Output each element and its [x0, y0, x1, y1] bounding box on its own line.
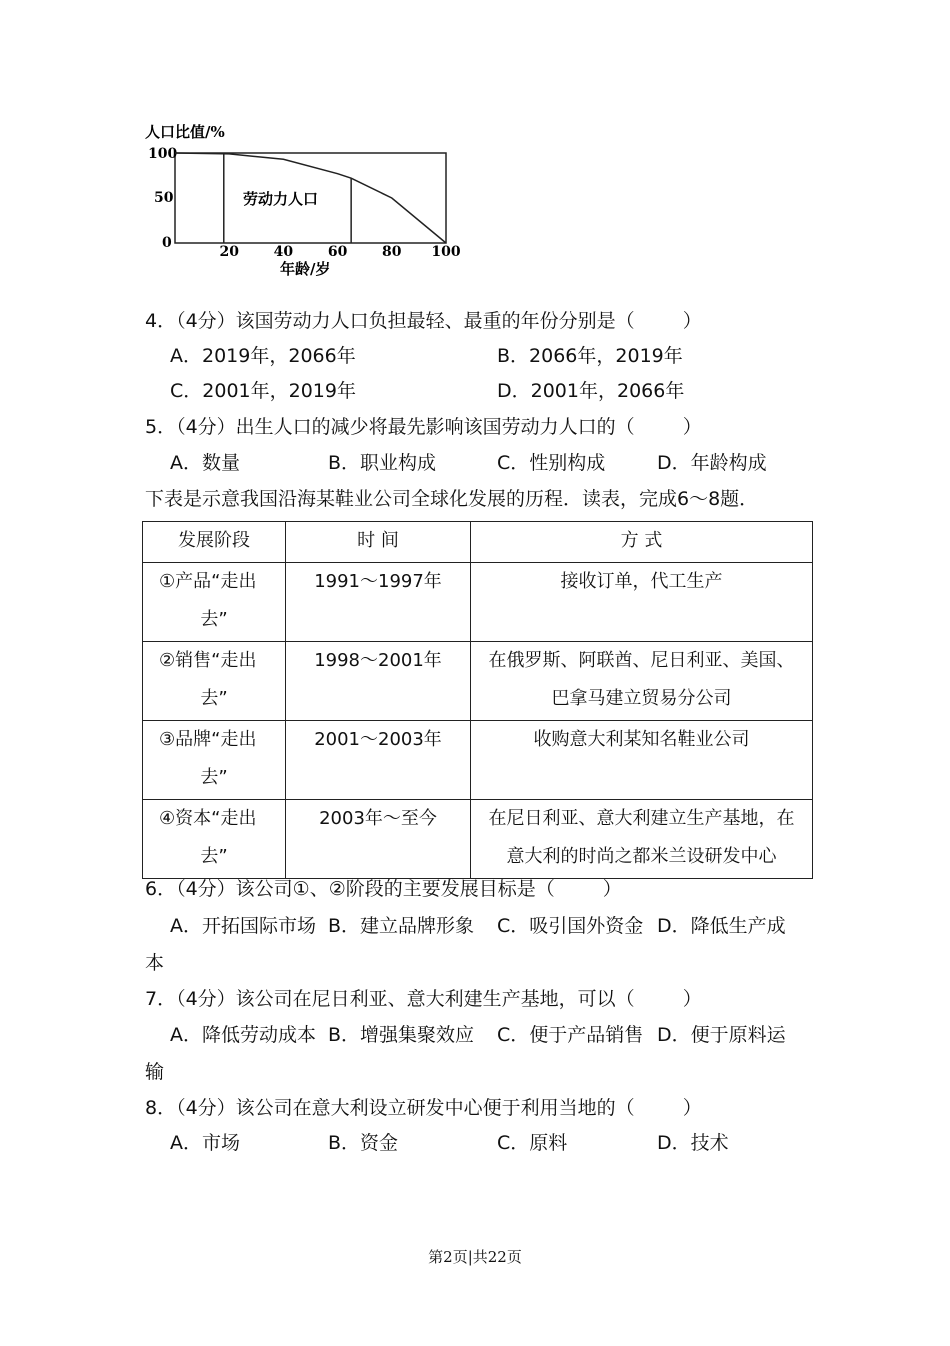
q7-option-b: B．增强集聚效应 — [328, 1024, 475, 1046]
stage-line-2: 去” — [200, 846, 228, 867]
mode-line-1: 收购意大利某知名鞋业公司 — [533, 729, 750, 750]
question-8-stem: 8．（4分）该公司在意大利设立研发中心便于利用当地的（ — [145, 1097, 635, 1119]
q4-option-b: B．2066年，2019年 — [497, 345, 683, 367]
mode-line-1: 在俄罗斯、阿联酋、尼日利亚、美国、 — [488, 650, 795, 671]
stage-cell — [143, 563, 286, 642]
table-row — [143, 563, 813, 642]
question-5-close: ） — [682, 416, 702, 438]
q7-option-a: A．降低劳动成本 — [170, 1024, 316, 1046]
q8-option-d: D．技术 — [657, 1132, 729, 1154]
q6-option-c: C．吸引国外资金 — [497, 915, 644, 937]
time-cell: 2003年～至今 — [286, 800, 471, 879]
ytick-0: 0 — [162, 235, 172, 251]
mode-line-2: 巴拿马建立贸易分公司 — [551, 688, 732, 709]
question-7 — [145, 986, 702, 1012]
q6-option-d: D．降低生产成 — [657, 915, 786, 937]
stage-line-1: ②销售“走出 — [159, 650, 257, 671]
q4-option-c: C．2001年，2019年 — [170, 380, 356, 402]
stage-line-1: ①产品“走出 — [159, 571, 257, 592]
xtick-20: 20 — [219, 244, 239, 260]
q8-option-c: C．原料 — [497, 1132, 568, 1154]
question-6-close: ） — [602, 878, 622, 900]
q5-option-c: C．性别构成 — [497, 452, 606, 474]
time-cell: 2001～2003年 — [286, 721, 471, 800]
header-stage: 发展阶段 — [143, 522, 286, 563]
q8-option-b: B．资金 — [328, 1132, 399, 1154]
q4-option-d: D．2001年，2066年 — [497, 380, 685, 402]
q5-option-d: D．年龄构成 — [657, 452, 767, 474]
time-cell: 1998～2001年 — [286, 642, 471, 721]
xtick-40: 40 — [273, 244, 294, 260]
q8-option-a: A．市场 — [170, 1132, 240, 1154]
stage-line-2: 去” — [200, 609, 228, 630]
mode-cell — [471, 563, 813, 642]
table-row — [143, 721, 813, 800]
time-cell: 1991～1997年 — [286, 563, 471, 642]
question-4 — [145, 308, 702, 334]
mode-line-1: 在尼日利亚、意大利建立生产基地，在 — [488, 808, 795, 829]
mode-cell — [471, 642, 813, 721]
mode-line-1: 接收订单，代工生产 — [560, 571, 723, 592]
q7-option-c: C．便于产品销售 — [497, 1024, 644, 1046]
table-intro: 下表是示意我国沿海某鞋业公司全球化发展的历程．读表，完成6～8题． — [145, 488, 759, 510]
stage-line-2: 去” — [200, 767, 228, 788]
question-7-stem: 7．（4分）该公司在尼日利亚、意大利建生产基地，可以（ — [145, 988, 635, 1010]
q4-option-a: A．2019年，2066年 — [170, 345, 356, 367]
stage-cell — [143, 642, 286, 721]
xtick-60: 60 — [327, 244, 348, 260]
question-8 — [145, 1095, 702, 1121]
mode-line-2: 意大利的时尚之都米兰设研发中心 — [506, 846, 777, 867]
question-7-close: ） — [682, 988, 702, 1010]
question-6-stem: 6．（4分）该公司①、②阶段的主要发展目标是（ — [145, 878, 555, 900]
stage-cell — [143, 800, 286, 879]
question-4-close: ） — [682, 310, 702, 332]
q6-option-b: B．建立品牌形象 — [328, 915, 475, 937]
mode-cell — [471, 800, 813, 879]
ytick-100: 100 — [148, 146, 178, 162]
question-4-stem: 4．（4分）该国劳动力人口负担最轻、最重的年份分别是（ — [145, 310, 635, 332]
stage-line-2: 去” — [200, 688, 228, 709]
q5-option-b: B．职业构成 — [328, 452, 437, 474]
q6-option-d-wrap: 本 — [145, 952, 165, 974]
table-row — [143, 800, 813, 879]
chart-ylabel: 人口比值/% — [145, 123, 225, 141]
q5-option-a: A．数量 — [170, 452, 240, 474]
question-5-stem: 5．（4分）出生人口的减少将最先影响该国劳动力人口的（ — [145, 416, 635, 438]
chart-svg — [140, 118, 470, 288]
question-6 — [145, 876, 622, 902]
q6-option-a: A．开拓国际市场 — [170, 915, 316, 937]
xtick-80: 80 — [382, 244, 402, 260]
mode-cell — [471, 721, 813, 800]
stage-line-1: ④资本“走出 — [159, 808, 257, 829]
development-table — [142, 521, 813, 879]
stage-line-1: ③品牌“走出 — [159, 729, 257, 750]
page-footer: 第2页|共22页 — [428, 1248, 522, 1266]
stage-cell — [143, 721, 286, 800]
q7-option-d-wrap: 输 — [145, 1061, 165, 1083]
region-label: 劳动力人口 — [243, 190, 319, 208]
xtick-100: 100 — [431, 244, 461, 260]
question-5 — [145, 414, 702, 440]
chart-xlabel: 年龄/岁 — [280, 260, 331, 278]
header-mode: 方 式 — [471, 522, 813, 563]
age-population-chart — [140, 118, 470, 288]
ytick-50: 50 — [154, 190, 174, 206]
header-time: 时 间 — [286, 522, 471, 563]
table-row — [143, 642, 813, 721]
q7-option-d: D．便于原料运 — [657, 1024, 786, 1046]
question-8-close: ） — [682, 1097, 702, 1119]
table-header-row — [143, 522, 813, 563]
